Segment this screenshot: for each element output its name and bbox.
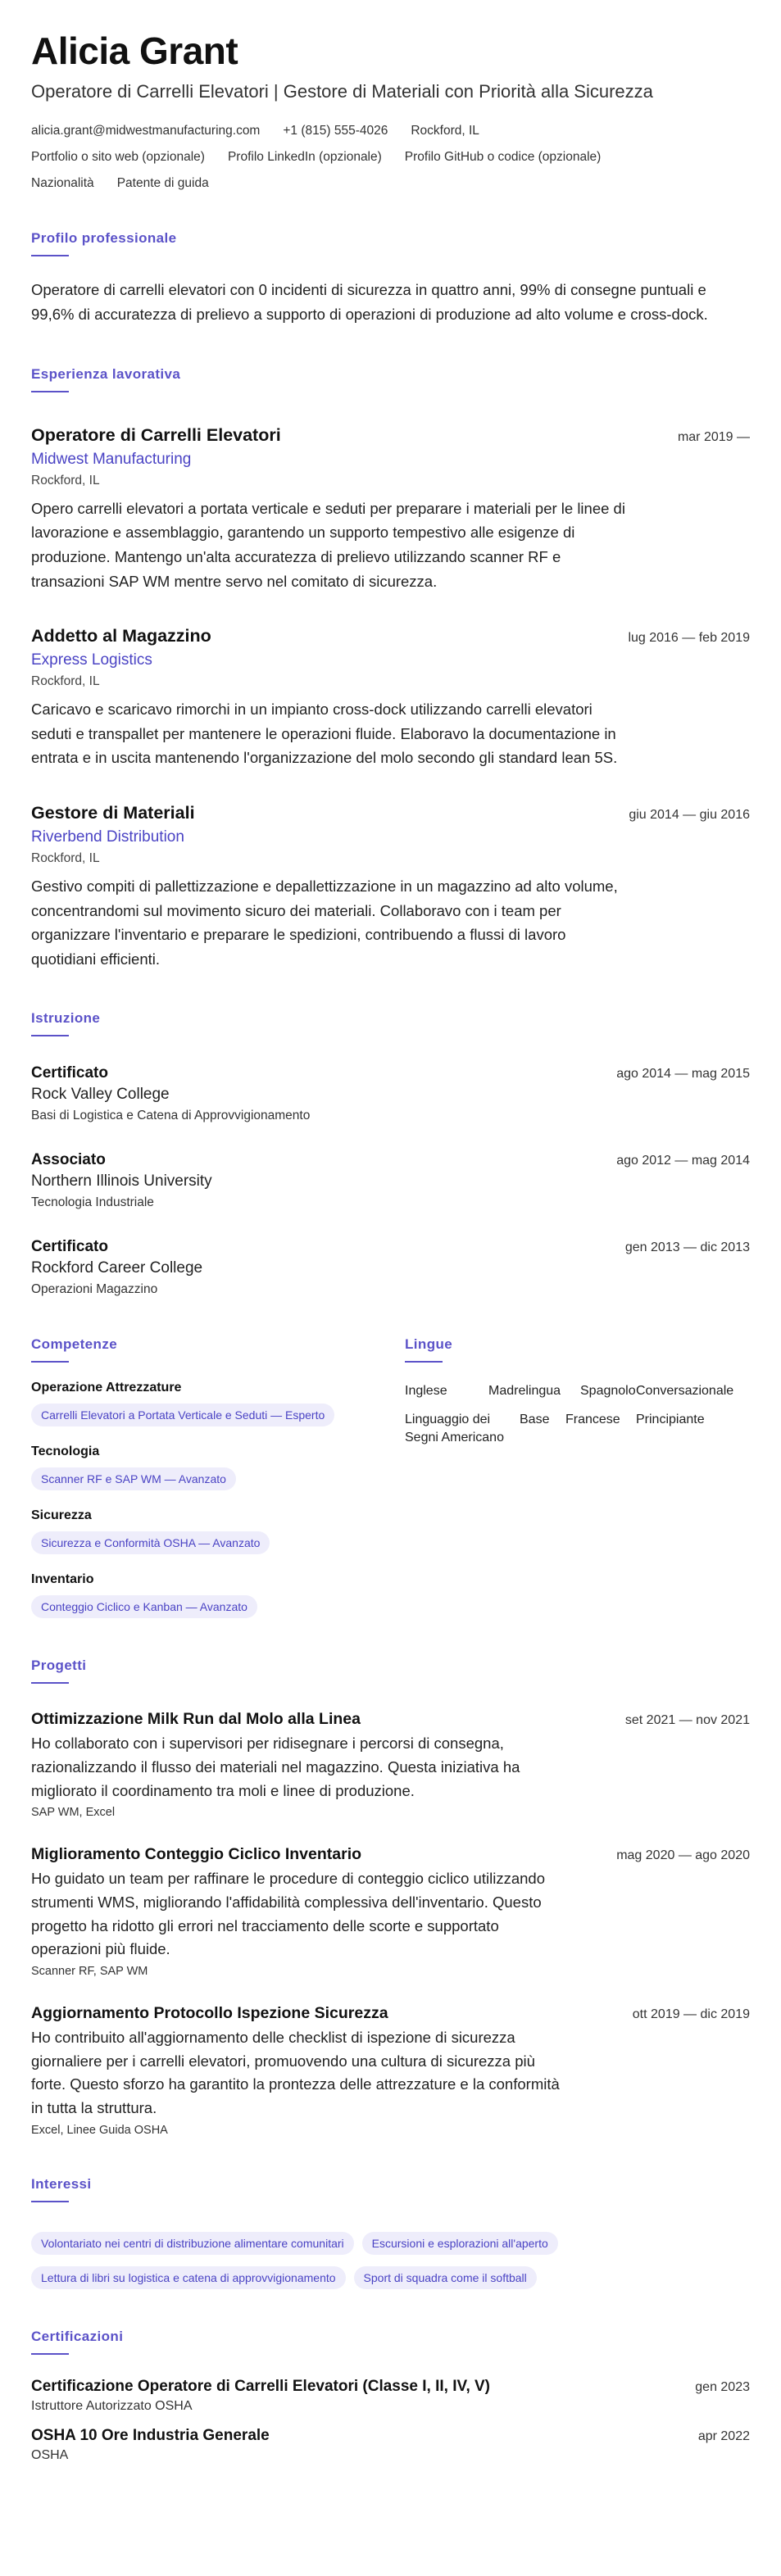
job-dates: lug 2016 — feb 2019 (628, 631, 750, 646)
certification-entry (31, 2427, 750, 2463)
education-entry (31, 1151, 750, 1210)
nationality-field: Nazionalità (31, 175, 94, 190)
skill-group (31, 1444, 405, 1490)
project-entry (31, 2004, 750, 2137)
section-title-projects: Progetti (31, 1658, 87, 1674)
education-school: Rock Valley College (31, 1086, 170, 1104)
education-field: Tecnologia Industriale (31, 1195, 154, 1210)
contact-row (31, 124, 750, 138)
project-tech: Excel, Linee Guida OSHA (31, 2123, 168, 2137)
contact-location: Rockford, IL (411, 123, 479, 138)
job-company: Express Logistics (31, 651, 152, 669)
languages-table (405, 1382, 749, 1447)
language-level: Base (520, 1412, 550, 1426)
job-dates: mar 2019 — (677, 429, 750, 444)
interests-list (31, 2224, 654, 2289)
contact-phone[interactable]: +1 (815) 555-4026 (283, 123, 388, 138)
education-degree: Associato (31, 1151, 106, 1169)
driving-license-field: Patente di guida (116, 175, 209, 190)
job-title: Operatore di Carrelli Elevatori (31, 424, 281, 445)
section-title-education: Istruzione (31, 1010, 101, 1027)
interest-chip: Sport di squadra come il softball (354, 2266, 537, 2289)
education-field: Basi di Logistica e Catena di Approvvigionamento (31, 1109, 311, 1123)
project-description: Ho contribuito all'aggiornamento delle checklist di ispezione di sicurezza giornaliere per i carrelli elevatori, promuovendo una cultura di sicurezza più forte. Questo sforzo ha garantito la prontezza delle attrezzature e la conformità in tutta la struttura. (31, 2029, 560, 2117)
linkedin-link[interactable]: Profilo LinkedIn (opzionale) (227, 149, 382, 164)
section-divider (31, 1682, 69, 1684)
certification-issuer: OSHA (31, 2447, 69, 2462)
certification-date: apr 2022 (697, 2429, 750, 2443)
skill-name: Tecnologia (31, 1444, 100, 1459)
skill-name: Inventario (31, 1572, 94, 1587)
job-company: Riverbend Distribution (31, 828, 184, 846)
education-degree: Certificato (31, 1238, 108, 1256)
skill-group (31, 1381, 405, 1426)
project-entry (31, 1845, 750, 1978)
job-location: Rockford, IL (31, 674, 100, 689)
education-entry (31, 1064, 750, 1123)
interest-chip: Volontariato nei centri di distribuzione alimentare comunitari (31, 2232, 354, 2255)
section-divider (31, 2353, 69, 2355)
language-level: Principiante (636, 1412, 705, 1426)
project-dates: mag 2020 — ago 2020 (616, 1848, 750, 1863)
section-title-experience: Esperienza lavorativa (31, 365, 181, 382)
job-location: Rockford, IL (31, 850, 100, 865)
github-link[interactable]: Profilo GitHub o codice (opzionale) (404, 149, 602, 164)
education-field: Operazioni Magazzino (31, 1282, 158, 1297)
skill-chip: Sicurezza e Conformità OSHA — Avanzato (31, 1531, 270, 1554)
skills-column (31, 1297, 405, 1618)
skill-name: Operazione Attrezzature (31, 1381, 182, 1395)
job-dates: giu 2014 — giu 2016 (629, 807, 750, 822)
language-row (405, 1382, 749, 1400)
language-name: Spagnolo (580, 1384, 636, 1399)
education-dates: ago 2012 — mag 2014 (616, 1154, 750, 1168)
skill-group (31, 1572, 405, 1618)
certification-name: Certificazione Operatore di Carrelli Elevatori (Classe I, II, IV, V) (31, 2377, 490, 2395)
job-company: Midwest Manufacturing (31, 450, 192, 468)
project-dates: set 2021 — nov 2021 (624, 1713, 750, 1728)
interest-chip: Lettura di libri su logistica e catena di approvvigionamento (31, 2266, 346, 2289)
contact-email[interactable]: alicia.grant@midwestmanufacturing.com (31, 123, 261, 138)
job-entry (31, 626, 750, 770)
profile-summary: Operatore di carrelli elevatori con 0 incidenti di sicurezza in quattro anni, 99% di consegne puntuali e 99,6% di accuratezza di prelievo a supporto di operazioni di produzione ad alto volume e cross-dock. (31, 280, 708, 323)
section-title-profile: Profilo professionale (31, 229, 177, 246)
education-degree: Certificato (31, 1064, 108, 1082)
language-name: Linguaggio dei Segni Americano (405, 1412, 504, 1445)
project-title: Miglioramento Conteggio Ciclico Inventario (31, 1845, 362, 1864)
skill-name: Sicurezza (31, 1508, 92, 1523)
language-level: Conversazionale (636, 1384, 734, 1399)
section-title-languages: Lingue (405, 1336, 453, 1353)
project-description: Ho collaborato con i supervisori per ridisegnare i percorsi di consegna, razionalizzando il flusso dei materiali nel magazzino. Questa iniziativa ha migliorato il coordinamento tra moli e linee di produzione. (31, 1735, 520, 1799)
project-title: Ottimizzazione Milk Run dal Molo alla Linea (31, 1710, 361, 1729)
candidate-headline: Operatore di Carrelli Elevatori | Gestore di Materiali con Priorità alla Sicurezza (31, 80, 653, 102)
certification-issuer: Istruttore Autorizzato OSHA (31, 2398, 193, 2413)
project-title: Aggiornamento Protocollo Ispezione Sicurezza (31, 2004, 388, 2023)
skill-chip: Carrelli Elevatori a Portata Verticale e Seduti — Esperto (31, 1404, 334, 1426)
skills-languages-row (31, 1297, 750, 1618)
section-divider (31, 255, 69, 256)
certification-date: gen 2023 (695, 2379, 750, 2394)
certification-name: OSHA 10 Ore Industria Generale (31, 2426, 270, 2444)
job-description: Caricavo e scaricavo rimorchi in un impianto cross-dock utilizzando carrelli elevatori seduti e transpallet per mantenere le operazioni fluide. Elaboravo la documentazione in entrata e in uscita mantenendo l'organizzazione del molo secondo gli standard lean 5S. (31, 701, 618, 767)
project-tech: Scanner RF, SAP WM (31, 1965, 148, 1979)
education-dates: ago 2014 — mag 2015 (616, 1067, 750, 1082)
languages-column (405, 1297, 749, 1618)
section-divider (405, 1361, 443, 1363)
language-name: Inglese (405, 1384, 447, 1399)
language-name: Francese (565, 1412, 620, 1426)
skill-chip: Scanner RF e SAP WM — Avanzato (31, 1467, 236, 1490)
job-title: Gestore di Materiali (31, 802, 195, 823)
extras-row (31, 176, 750, 191)
language-row (405, 1411, 749, 1448)
skill-group (31, 1508, 405, 1554)
section-title-certifications: Certificazioni (31, 2328, 124, 2344)
skill-chip: Conteggio Ciclico e Kanban — Avanzato (31, 1595, 257, 1618)
links-row (31, 150, 750, 165)
job-description: Gestivo compiti di pallettizzazione e depallettizzazione in un magazzino ad alto volume, concentrandomi sul movimento sicuro dei materiali. Collaboravo con i team per organizzare l'inventario e preparare le spedizioni, contribuendo a flussi di lavoro quotidiani efficienti. (31, 877, 618, 968)
section-divider (31, 1035, 69, 1036)
job-description: Opero carrelli elevatori a portata verticale e seduti per preparare i materiali per le linee di lavorazione e assemblaggio, garantendo un supporto tempestivo alle esigenze di produzione. Mantengo un'alta accuratezza di prelievo utilizzando scanner RF e transazioni SAP WM mentre servo nel comitato di sicurezza. (31, 499, 625, 590)
certification-entry (31, 2378, 750, 2414)
project-description: Ho guidato un team per raffinare le procedure di conteggio ciclico utilizzando strumenti WMS, migliorando l'affidabilità complessiva dell'inventario. Questo progetto ha ridotto gli errori nel tracciamento delle scorte e supportato operazioni più fluide. (31, 1870, 545, 1958)
education-school: Northern Illinois University (31, 1172, 212, 1190)
education-entry (31, 1238, 750, 1297)
interest-chip: Escursioni e esplorazioni all'aperto (362, 2232, 558, 2255)
education-school: Rockford Career College (31, 1259, 203, 1277)
project-dates: ott 2019 — dic 2019 (632, 2007, 750, 2022)
project-entry (31, 1710, 750, 1819)
section-title-interests: Interessi (31, 2175, 92, 2192)
language-level: Madrelingua (488, 1384, 561, 1399)
job-entry (31, 803, 750, 971)
job-location: Rockford, IL (31, 473, 100, 488)
section-title-skills: Competenze (31, 1336, 118, 1353)
job-entry (31, 425, 750, 593)
job-title: Addetto al Magazzino (31, 626, 211, 646)
section-divider (31, 2201, 69, 2202)
section-divider (31, 1361, 69, 1363)
portfolio-link[interactable]: Portfolio o sito web (opzionale) (31, 149, 205, 164)
education-dates: gen 2013 — dic 2013 (624, 1240, 750, 1255)
project-tech: SAP WM, Excel (31, 1806, 116, 1820)
candidate-name: Alicia Grant (31, 29, 238, 72)
section-divider (31, 391, 69, 392)
